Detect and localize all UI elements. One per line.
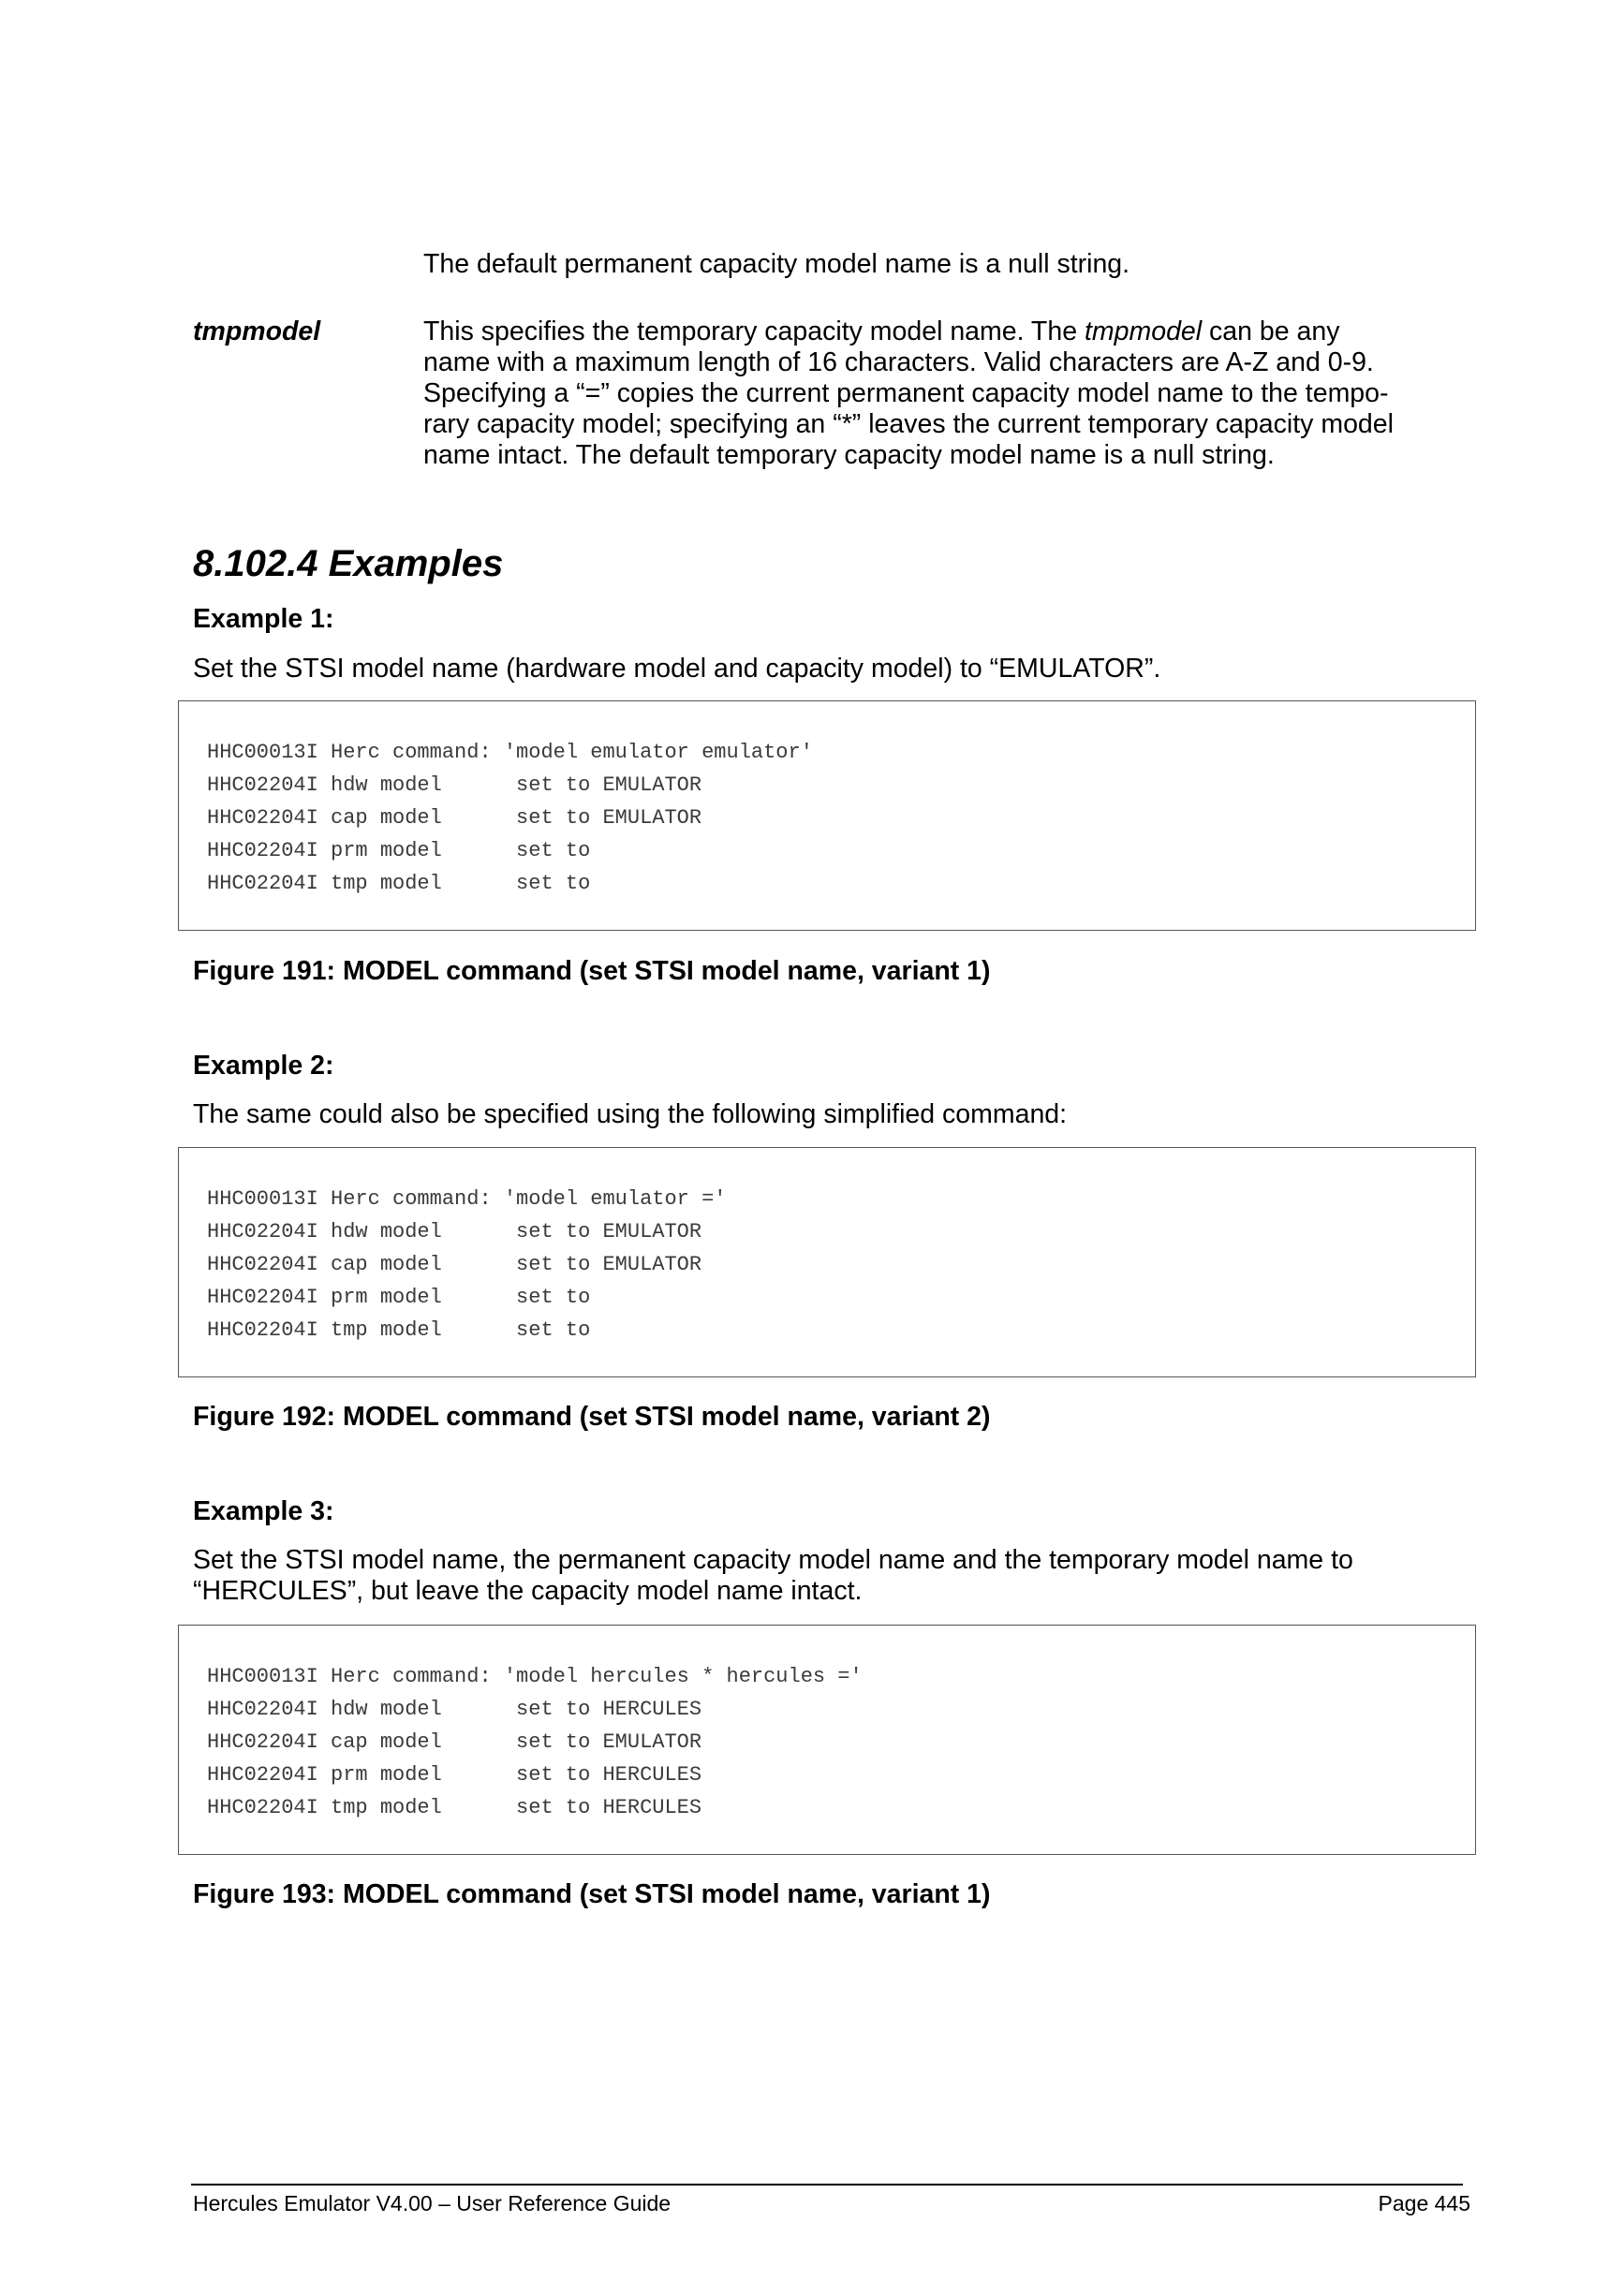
- example-1-description: Set the STSI model name (hardware model and capacity model) to “EMULATOR”.: [193, 654, 1161, 684]
- figure-193-caption: Figure 193: MODEL command (set STSI model name, variant 1): [193, 1879, 991, 1909]
- definition-line: [423, 316, 1454, 347]
- code-line: HHC02204I hdw model set to EMULATOR: [207, 1220, 702, 1244]
- definition-term-tmpmodel: tmpmodel: [193, 316, 321, 346]
- example-3-title: Example 3:: [193, 1496, 334, 1526]
- prm-default-text: The default permanent capacity model name is a null string.: [423, 249, 1130, 279]
- definition-line-part: This specifies the temporary capacity model name. The: [423, 316, 1085, 346]
- code-line: HHC02204I prm model set to: [207, 1286, 591, 1309]
- example-3-code-box: [178, 1625, 1476, 1855]
- example-2-description: The same could also be specified using the following simplified command:: [193, 1099, 1068, 1129]
- code-line: HHC00013I Herc command: 'model emulator emulator': [207, 741, 813, 764]
- code-line: HHC02204I prm model set to HERCULES: [207, 1763, 702, 1787]
- code-line: HHC02204I tmp model set to: [207, 872, 591, 895]
- code-line: HHC00013I Herc command: 'model emulator =': [207, 1187, 727, 1211]
- example-2-title: Example 2:: [193, 1051, 334, 1081]
- footer-title: Hercules Emulator V4.00 – User Reference Guide: [193, 2191, 672, 2215]
- example-3-description: [193, 1545, 1353, 1607]
- definition-text-tmpmodel: [423, 316, 1454, 471]
- example-1-code-box: [178, 700, 1476, 931]
- definition-line: Specifying a “=” copies the current permanent capacity model name to the tempo-: [423, 378, 1389, 408]
- definition-emphasis: tmpmodel: [1084, 316, 1203, 346]
- code-line: HHC02204I cap model set to EMULATOR: [207, 1253, 702, 1276]
- code-line: HHC02204I cap model set to EMULATOR: [207, 806, 702, 830]
- example-1-title: Example 1:: [193, 604, 334, 634]
- page-number: Page 445: [1378, 2191, 1470, 2215]
- example-2-code-box: [178, 1147, 1476, 1377]
- code-line: HHC00013I Herc command: 'model hercules * hercules =': [207, 1665, 863, 1688]
- footer-rule: [191, 2184, 1463, 2186]
- code-line: HHC02204I tmp model set to HERCULES: [207, 1796, 702, 1819]
- code-line: HHC02204I prm model set to: [207, 839, 591, 862]
- description-line: Set the STSI model name, the permanent capacity model name and the temporary model name to: [193, 1545, 1353, 1575]
- definition-line: name intact. The default temporary capacity model name is a null string.: [423, 440, 1275, 470]
- code-line: HHC02204I hdw model set to HERCULES: [207, 1698, 702, 1721]
- figure-192-caption: Figure 192: MODEL command (set STSI model name, variant 2): [193, 1402, 991, 1432]
- definition-line: name with a maximum length of 16 characters. Valid characters are A-Z and 0-9.: [423, 347, 1374, 377]
- code-line: HHC02204I tmp model set to: [207, 1318, 591, 1342]
- section-heading: 8.102.4 Examples: [193, 543, 504, 584]
- code-line: HHC02204I cap model set to EMULATOR: [207, 1730, 702, 1754]
- definition-line: rary capacity model; specifying an “*” leaves the current temporary capacity model: [423, 409, 1394, 439]
- code-line: HHC02204I hdw model set to EMULATOR: [207, 773, 702, 797]
- figure-191-caption: Figure 191: MODEL command (set STSI model name, variant 1): [193, 956, 991, 986]
- description-line: “HERCULES”, but leave the capacity model name intact.: [193, 1576, 863, 1606]
- definition-line-part: can be any: [1202, 316, 1340, 346]
